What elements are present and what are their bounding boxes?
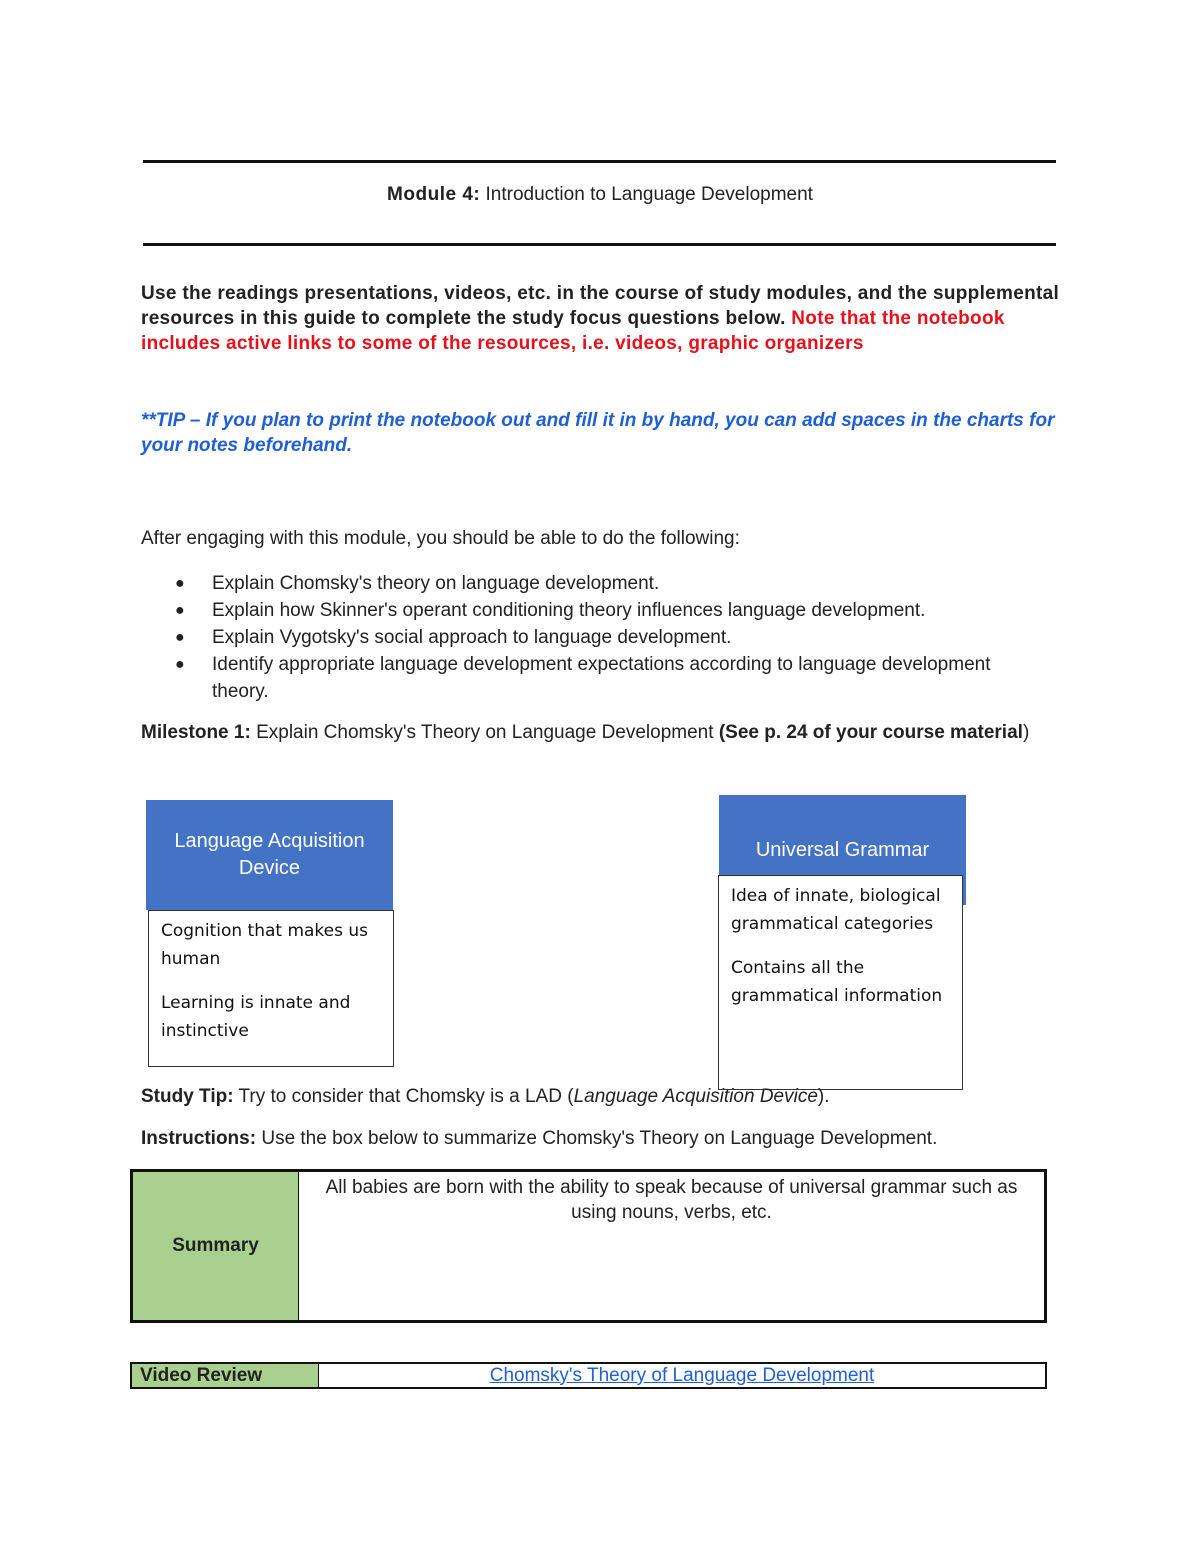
objective-item: ● Explain Chomsky's theory on language development. <box>141 570 1021 597</box>
summary-instructions: Instructions: Use the box below to summarize Chomsky's Theory on Language Development. <box>141 1128 938 1149</box>
bottom-divider <box>143 243 1056 246</box>
instructions-main: Use the readings presentations, videos, etc. in the course of study modules, and the supplemental resources in this guide to complete the study focus questions below. <box>141 283 1060 329</box>
objective-item: ● Explain how Skinner's operant conditioning theory influences language development. <box>141 597 1021 624</box>
study-tip: Study Tip: Try to consider that Chomsky is a LAD (Language Acquisition Device). <box>141 1086 830 1107</box>
video-link[interactable]: Chomsky's Theory of Language Development <box>489 1364 875 1386</box>
summary-text[interactable]: All babies are born with the ability to speak because of universal grammar such as using nouns, verbs, etc. <box>299 1171 1046 1322</box>
summary-table <box>130 1169 1047 1323</box>
print-tip: **TIP – If you plan to print the notebook out and fill it in by hand, you can add spaces in the charts for your notes beforehand. <box>141 410 1055 456</box>
table-row <box>131 1363 1046 1388</box>
milestone-label: Milestone 1: <box>141 722 251 743</box>
top-divider <box>143 160 1056 163</box>
bullet-icon: ● <box>175 575 185 592</box>
table-row <box>132 1171 1046 1322</box>
objective-item: ● Explain Vygotsky's social approach to language development. <box>141 624 1021 651</box>
lad-point: Learning is innate and instinctive <box>161 993 351 1041</box>
video-link-cell <box>319 1363 1047 1388</box>
instructions-paragraph <box>141 281 1061 356</box>
bullet-icon: ● <box>175 656 185 673</box>
study-tip-italic: Language Acquisition Device <box>573 1086 818 1107</box>
lad-header: Language Acquisition Device <box>146 800 393 910</box>
ug-point: Contains all the grammatical information <box>731 958 943 1006</box>
objectives-list <box>141 570 1021 705</box>
module-title <box>0 184 1200 206</box>
video-review-table <box>130 1362 1047 1389</box>
video-review-label: Video Review <box>131 1363 319 1388</box>
objective-item: ● Identify appropriate language development expectations according to language development theory. <box>141 651 1021 705</box>
ug-point: Idea of innate, biological grammatical categories <box>731 886 941 934</box>
lad-point: Cognition that makes us human <box>161 921 369 969</box>
summary-label: Summary <box>132 1171 299 1322</box>
study-tip-label: Study Tip: <box>141 1086 234 1107</box>
lad-notes <box>148 910 394 1067</box>
module-label: Module 4: <box>387 184 481 205</box>
ug-header: Universal Grammar <box>719 795 966 905</box>
module-name: Introduction to Language Development <box>485 184 813 205</box>
instructions-note: Note that the notebook includes active links to some of the resources, i.e. videos, graphic organizers <box>141 308 1005 354</box>
bullet-icon: ● <box>175 629 185 646</box>
milestone-reference: (See p. 24 of your course material <box>718 722 1023 743</box>
bullet-icon: ● <box>175 602 185 619</box>
summary-instructions-label: Instructions: <box>141 1128 257 1149</box>
milestone-heading: Milestone 1: Explain Chomsky's Theory on Language Development (See p. 24 of your course material) <box>141 722 1030 743</box>
objectives-intro: After engaging with this module, you should be able to do the following: <box>141 528 740 549</box>
ug-notes <box>718 875 963 1090</box>
milestone-text: Explain Chomsky's Theory on Language Development <box>250 722 719 743</box>
